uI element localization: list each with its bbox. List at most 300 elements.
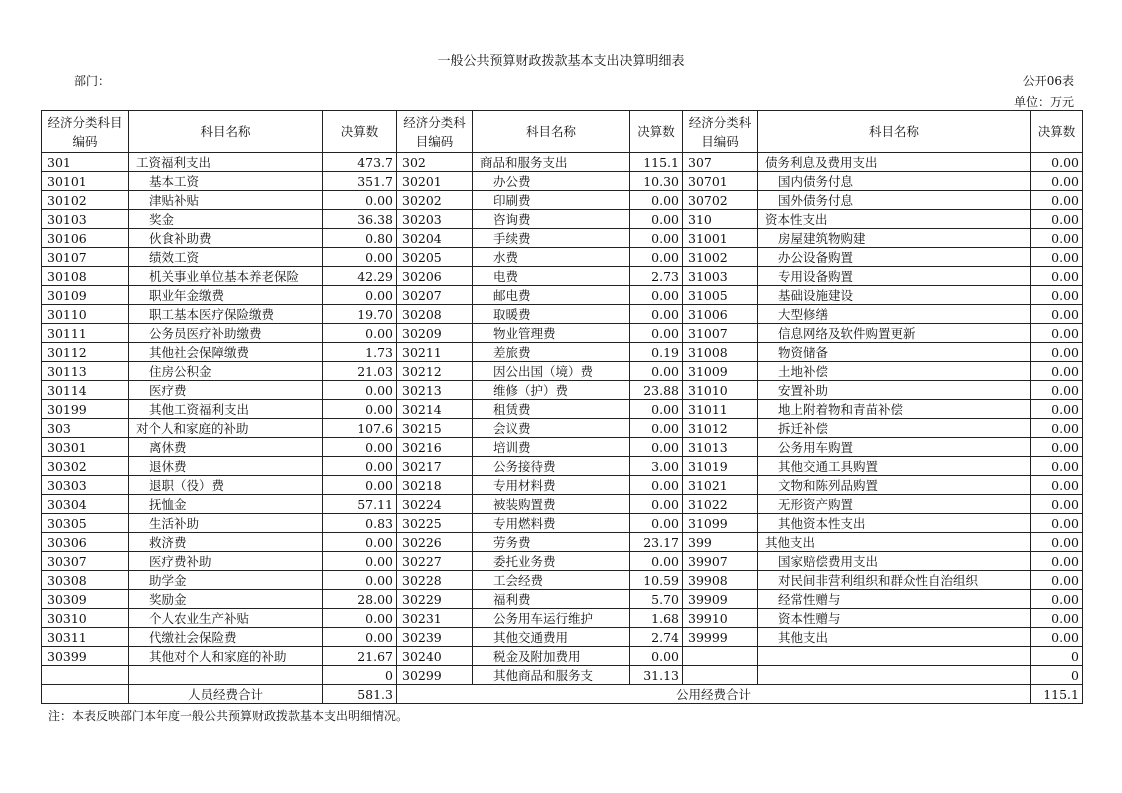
amount-cell-1: 107.6 [323, 419, 397, 438]
col-header-name-1: 科目名称 [129, 111, 323, 153]
amount-cell-2: 0.00 [630, 191, 683, 210]
amount-cell-1: 28.00 [323, 590, 397, 609]
code-cell-3: 30702 [683, 191, 758, 210]
name-cell-3: 国家赔偿费用支出 [758, 552, 1031, 571]
amount-cell-2: 23.17 [630, 533, 683, 552]
code-cell-1: 30302 [42, 457, 129, 476]
code-cell-2: 30224 [397, 495, 473, 514]
table-body [42, 153, 1083, 685]
name-cell-3: 资本性赠与 [758, 609, 1031, 628]
table-row [42, 248, 1083, 267]
table-row [42, 210, 1083, 229]
name-cell-1: 奖金 [129, 210, 323, 229]
name-cell-1: 医疗费补助 [129, 552, 323, 571]
code-cell-1: 30310 [42, 609, 129, 628]
amount-cell-1: 0.80 [323, 229, 397, 248]
name-cell-1: 职工基本医疗保险缴费 [129, 305, 323, 324]
code-cell-1: 30303 [42, 476, 129, 495]
name-cell-1: 对个人和家庭的补助 [129, 419, 323, 438]
amount-cell-2: 5.70 [630, 590, 683, 609]
col-header-code-2: 经济分类科目编码 [397, 111, 473, 153]
code-cell-2: 30209 [397, 324, 473, 343]
personnel-total-value: 581.3 [323, 685, 397, 704]
name-cell-3: 大型修缮 [758, 305, 1031, 324]
name-cell-3: 其他资本性支出 [758, 514, 1031, 533]
amount-cell-1: 0.83 [323, 514, 397, 533]
name-cell-3: 土地补偿 [758, 362, 1031, 381]
table-row [42, 552, 1083, 571]
name-cell-1: 津贴补贴 [129, 191, 323, 210]
amount-cell-1: 0.00 [323, 609, 397, 628]
code-cell-1: 30306 [42, 533, 129, 552]
col-header-amount-1: 决算数 [323, 111, 397, 153]
name-cell-1: 住房公积金 [129, 362, 323, 381]
table-row [42, 514, 1083, 533]
name-cell-3: 房屋建筑物购建 [758, 229, 1031, 248]
table-row [42, 666, 1083, 685]
name-cell-3: 经常性赠与 [758, 590, 1031, 609]
name-cell-3: 债务利息及费用支出 [758, 153, 1031, 172]
amount-cell-3: 0.00 [1031, 229, 1083, 248]
amount-cell-3: 0 [1031, 666, 1083, 685]
code-cell-2: 30299 [397, 666, 473, 685]
name-cell-2: 因公出国（境）费 [473, 362, 630, 381]
code-cell-3: 39999 [683, 628, 758, 647]
code-cell-3: 31008 [683, 343, 758, 362]
code-cell-1: 30304 [42, 495, 129, 514]
name-cell-1: 其他对个人和家庭的补助 [129, 647, 323, 666]
table-row [42, 609, 1083, 628]
name-cell-3: 国内债务付息 [758, 172, 1031, 191]
code-cell-2: 30229 [397, 590, 473, 609]
amount-cell-2: 0.00 [630, 400, 683, 419]
code-cell-1: 30301 [42, 438, 129, 457]
amount-cell-2: 10.30 [630, 172, 683, 191]
code-cell-1: 30106 [42, 229, 129, 248]
col-header-amount-3: 决算数 [1031, 111, 1083, 153]
table-row [42, 153, 1083, 172]
name-cell-1: 绩效工资 [129, 248, 323, 267]
table-row [42, 590, 1083, 609]
code-cell-2: 30213 [397, 381, 473, 400]
name-cell-3: 地上附着物和青苗补偿 [758, 400, 1031, 419]
code-cell-2: 30205 [397, 248, 473, 267]
amount-cell-3: 0.00 [1031, 381, 1083, 400]
code-cell-1: 30311 [42, 628, 129, 647]
amount-cell-2: 0.00 [630, 229, 683, 248]
amount-cell-3: 0.00 [1031, 248, 1083, 267]
name-cell-2: 培训费 [473, 438, 630, 457]
code-cell-3: 31006 [683, 305, 758, 324]
code-cell-2: 30215 [397, 419, 473, 438]
code-cell-3: 31005 [683, 286, 758, 305]
name-cell-1: 机关事业单位基本养老保险 [129, 267, 323, 286]
public-total-label: 公用经费合计 [397, 685, 1031, 704]
code-cell-1: 30111 [42, 324, 129, 343]
name-cell-2: 物业管理费 [473, 324, 630, 343]
name-cell-1: 其他工资福利支出 [129, 400, 323, 419]
code-cell-2: 30225 [397, 514, 473, 533]
code-cell-3: 31012 [683, 419, 758, 438]
code-cell-2: 30216 [397, 438, 473, 457]
code-cell-3: 31002 [683, 248, 758, 267]
table-row [42, 495, 1083, 514]
amount-cell-2: 0.00 [630, 305, 683, 324]
amount-cell-2: 0.00 [630, 286, 683, 305]
code-cell-3: 31013 [683, 438, 758, 457]
name-cell-2: 邮电费 [473, 286, 630, 305]
amount-cell-2: 0.00 [630, 210, 683, 229]
table-row [42, 571, 1083, 590]
amount-cell-3: 0.00 [1031, 324, 1083, 343]
name-cell-2: 水费 [473, 248, 630, 267]
name-cell-2: 专用燃料费 [473, 514, 630, 533]
table-row [42, 457, 1083, 476]
code-cell-2: 30211 [397, 343, 473, 362]
code-cell-1: 30102 [42, 191, 129, 210]
name-cell-2: 租赁费 [473, 400, 630, 419]
amount-cell-1: 0.00 [323, 457, 397, 476]
name-cell-1: 离休费 [129, 438, 323, 457]
name-cell-1: 退职（役）费 [129, 476, 323, 495]
amount-cell-1: 0.00 [323, 381, 397, 400]
table-row [42, 286, 1083, 305]
code-cell-2: 30228 [397, 571, 473, 590]
name-cell-2: 公务接待费 [473, 457, 630, 476]
code-cell-2: 30208 [397, 305, 473, 324]
amount-cell-3: 0.00 [1031, 286, 1083, 305]
code-cell-2: 30204 [397, 229, 473, 248]
code-cell-1: 303 [42, 419, 129, 438]
amount-cell-1: 0.00 [323, 628, 397, 647]
amount-cell-2: 3.00 [630, 457, 683, 476]
amount-cell-1: 0 [323, 666, 397, 685]
name-cell-3: 专用设备购置 [758, 267, 1031, 286]
code-cell-3: 31011 [683, 400, 758, 419]
code-cell-3: 31003 [683, 267, 758, 286]
code-cell-2: 30202 [397, 191, 473, 210]
amount-cell-3: 0.00 [1031, 476, 1083, 495]
name-cell-3: 其他交通工具购置 [758, 457, 1031, 476]
name-cell-3: 其他支出 [758, 533, 1031, 552]
amount-cell-2: 31.13 [630, 666, 683, 685]
amount-cell-1: 0.00 [323, 533, 397, 552]
col-header-code-1: 经济分类科目编码 [42, 111, 129, 153]
code-cell-3: 39909 [683, 590, 758, 609]
expenditure-table [41, 110, 1083, 704]
amount-cell-3: 0.00 [1031, 172, 1083, 191]
code-cell-3: 30701 [683, 172, 758, 191]
page-title: 一般公共预算财政拨款基本支出决算明细表 [437, 54, 685, 69]
amount-cell-2: 0.00 [630, 647, 683, 666]
amount-cell-3: 0.00 [1031, 267, 1083, 286]
code-cell-3: 31010 [683, 381, 758, 400]
code-cell-1: 30108 [42, 267, 129, 286]
code-cell-2: 30231 [397, 609, 473, 628]
amount-cell-3: 0.00 [1031, 191, 1083, 210]
amount-cell-2: 0.00 [630, 476, 683, 495]
code-cell-2: 302 [397, 153, 473, 172]
name-cell-2: 税金及附加费用 [473, 647, 630, 666]
name-cell-1: 伙食补助费 [129, 229, 323, 248]
name-cell-1: 奖励金 [129, 590, 323, 609]
code-cell-1: 30399 [42, 647, 129, 666]
name-cell-2: 其他商品和服务支 [473, 666, 630, 685]
amount-cell-1: 1.73 [323, 343, 397, 362]
name-cell-1: 救济费 [129, 533, 323, 552]
amount-cell-2: 23.88 [630, 381, 683, 400]
col-header-amount-2: 决算数 [630, 111, 683, 153]
code-cell-3: 31099 [683, 514, 758, 533]
name-cell-1: 其他社会保障缴费 [129, 343, 323, 362]
amount-cell-3: 0.00 [1031, 457, 1083, 476]
amount-cell-2: 0.00 [630, 362, 683, 381]
name-cell-1: 退休费 [129, 457, 323, 476]
name-cell-1: 生活补助 [129, 514, 323, 533]
name-cell-1: 代缴社会保险费 [129, 628, 323, 647]
amount-cell-2: 0.00 [630, 248, 683, 267]
amount-cell-1: 36.38 [323, 210, 397, 229]
amount-cell-2: 1.68 [630, 609, 683, 628]
name-cell-2: 专用材料费 [473, 476, 630, 495]
name-cell-1: 医疗费 [129, 381, 323, 400]
amount-cell-2: 10.59 [630, 571, 683, 590]
name-cell-2: 咨询费 [473, 210, 630, 229]
code-cell-1 [42, 666, 129, 685]
amount-cell-3: 0.00 [1031, 533, 1083, 552]
code-cell-1: 30112 [42, 343, 129, 362]
name-cell-2: 其他交通费用 [473, 628, 630, 647]
name-cell-2: 被装购置费 [473, 495, 630, 514]
name-cell-2: 公务用车运行维护 [473, 609, 630, 628]
table-row [42, 172, 1083, 191]
amount-cell-1: 57.11 [323, 495, 397, 514]
amount-cell-2: 0.00 [630, 438, 683, 457]
table-code: 公开06表 [1022, 74, 1074, 88]
table-row [42, 324, 1083, 343]
footnote: 注：本表反映部门本年度一般公共预算财政拨款基本支出明细情况。 [48, 709, 409, 723]
code-cell-2: 30201 [397, 172, 473, 191]
name-cell-3: 资本性支出 [758, 210, 1031, 229]
amount-cell-1: 0.00 [323, 438, 397, 457]
name-cell-2: 电费 [473, 267, 630, 286]
code-cell-1: 30114 [42, 381, 129, 400]
amount-cell-2: 0.00 [630, 419, 683, 438]
amount-cell-3: 0.00 [1031, 153, 1083, 172]
name-cell-3: 无形资产购置 [758, 495, 1031, 514]
code-cell-3: 39910 [683, 609, 758, 628]
amount-cell-2: 2.74 [630, 628, 683, 647]
code-cell-1: 30199 [42, 400, 129, 419]
code-cell-1: 30107 [42, 248, 129, 267]
amount-cell-3: 0.00 [1031, 362, 1083, 381]
code-cell-1: 30305 [42, 514, 129, 533]
name-cell-1: 助学金 [129, 571, 323, 590]
table-row [42, 381, 1083, 400]
amount-cell-3: 0.00 [1031, 571, 1083, 590]
name-cell-1: 公务员医疗补助缴费 [129, 324, 323, 343]
table-row [42, 533, 1083, 552]
amount-cell-2: 2.73 [630, 267, 683, 286]
code-cell-2: 30207 [397, 286, 473, 305]
code-cell-2: 30214 [397, 400, 473, 419]
name-cell-1: 职业年金缴费 [129, 286, 323, 305]
amount-cell-3: 0.00 [1031, 343, 1083, 362]
code-cell-2: 30218 [397, 476, 473, 495]
code-cell-3: 31001 [683, 229, 758, 248]
name-cell-1 [129, 666, 323, 685]
amount-cell-2: 0.00 [630, 495, 683, 514]
amount-cell-1: 21.67 [323, 647, 397, 666]
name-cell-3 [758, 647, 1031, 666]
name-cell-2: 差旅费 [473, 343, 630, 362]
code-cell-3: 310 [683, 210, 758, 229]
amount-cell-3: 0.00 [1031, 400, 1083, 419]
amount-cell-1: 0.00 [323, 248, 397, 267]
code-cell-1: 30109 [42, 286, 129, 305]
amount-cell-3: 0.00 [1031, 628, 1083, 647]
department-label: 部门： [74, 74, 111, 88]
name-cell-3: 物资储备 [758, 343, 1031, 362]
table-row [42, 419, 1083, 438]
amount-cell-3: 0.00 [1031, 609, 1083, 628]
amount-cell-1: 19.70 [323, 305, 397, 324]
code-cell-2: 30212 [397, 362, 473, 381]
amount-cell-3: 0.00 [1031, 495, 1083, 514]
col-header-name-3: 科目名称 [758, 111, 1031, 153]
table-row [42, 438, 1083, 457]
totals-spacer [42, 685, 129, 704]
name-cell-3: 文物和陈列品购置 [758, 476, 1031, 495]
amount-cell-3: 0 [1031, 647, 1083, 666]
name-cell-3: 其他支出 [758, 628, 1031, 647]
name-cell-1: 工资福利支出 [129, 153, 323, 172]
col-header-code-3: 经济分类科目编码 [683, 111, 758, 153]
code-cell-1: 301 [42, 153, 129, 172]
name-cell-1: 基本工资 [129, 172, 323, 191]
name-cell-1: 个人农业生产补贴 [129, 609, 323, 628]
name-cell-1: 抚恤金 [129, 495, 323, 514]
name-cell-2: 福利费 [473, 590, 630, 609]
amount-cell-3: 0.00 [1031, 438, 1083, 457]
code-cell-3: 31007 [683, 324, 758, 343]
name-cell-3: 拆迁补偿 [758, 419, 1031, 438]
table-row [42, 191, 1083, 210]
code-cell-3: 31009 [683, 362, 758, 381]
name-cell-3: 信息网络及软件购置更新 [758, 324, 1031, 343]
amount-cell-3: 0.00 [1031, 305, 1083, 324]
amount-cell-1: 473.7 [323, 153, 397, 172]
personnel-total-label: 人员经费合计 [129, 685, 323, 704]
name-cell-2: 劳务费 [473, 533, 630, 552]
public-total-value: 115.1 [1031, 685, 1083, 704]
amount-cell-1: 0.00 [323, 476, 397, 495]
name-cell-2: 商品和服务支出 [473, 153, 630, 172]
amount-cell-1: 0.00 [323, 191, 397, 210]
amount-cell-1: 0.00 [323, 571, 397, 590]
name-cell-3: 公务用车购置 [758, 438, 1031, 457]
amount-cell-2: 0.00 [630, 514, 683, 533]
totals-row [42, 685, 1083, 704]
code-cell-1: 30110 [42, 305, 129, 324]
name-cell-3 [758, 666, 1031, 685]
code-cell-1: 30103 [42, 210, 129, 229]
unit-label: 单位：万元 [1013, 95, 1074, 109]
code-cell-3: 39907 [683, 552, 758, 571]
amount-cell-3: 0.00 [1031, 210, 1083, 229]
name-cell-3: 对民间非营利组织和群众性自治组织 [758, 571, 1031, 590]
code-cell-3: 31019 [683, 457, 758, 476]
table-row [42, 647, 1083, 666]
table-row [42, 267, 1083, 286]
code-cell-3: 31022 [683, 495, 758, 514]
name-cell-2: 委托业务费 [473, 552, 630, 571]
name-cell-2: 取暖费 [473, 305, 630, 324]
amount-cell-1: 0.00 [323, 400, 397, 419]
code-cell-3 [683, 647, 758, 666]
code-cell-3 [683, 666, 758, 685]
name-cell-3: 基础设施建设 [758, 286, 1031, 305]
name-cell-2: 印刷费 [473, 191, 630, 210]
table-row [42, 343, 1083, 362]
amount-cell-3: 0.00 [1031, 419, 1083, 438]
code-cell-1: 30309 [42, 590, 129, 609]
amount-cell-2: 0.00 [630, 552, 683, 571]
table-header-row [42, 111, 1083, 153]
code-cell-3: 31021 [683, 476, 758, 495]
code-cell-2: 30226 [397, 533, 473, 552]
code-cell-1: 30307 [42, 552, 129, 571]
table-row [42, 476, 1083, 495]
code-cell-1: 30113 [42, 362, 129, 381]
name-cell-3: 安置补助 [758, 381, 1031, 400]
table-row [42, 628, 1083, 647]
code-cell-3: 399 [683, 533, 758, 552]
table-row [42, 229, 1083, 248]
amount-cell-2: 115.1 [630, 153, 683, 172]
name-cell-2: 办公费 [473, 172, 630, 191]
code-cell-2: 30240 [397, 647, 473, 666]
table-row [42, 305, 1083, 324]
code-cell-2: 30217 [397, 457, 473, 476]
code-cell-2: 30203 [397, 210, 473, 229]
code-cell-1: 30101 [42, 172, 129, 191]
amount-cell-3: 0.00 [1031, 552, 1083, 571]
code-cell-2: 30239 [397, 628, 473, 647]
name-cell-3: 办公设备购置 [758, 248, 1031, 267]
name-cell-2: 工会经费 [473, 571, 630, 590]
amount-cell-1: 42.29 [323, 267, 397, 286]
amount-cell-2: 0.19 [630, 343, 683, 362]
amount-cell-3: 0.00 [1031, 590, 1083, 609]
col-header-name-2: 科目名称 [473, 111, 630, 153]
code-cell-3: 39908 [683, 571, 758, 590]
amount-cell-1: 0.00 [323, 552, 397, 571]
amount-cell-2: 0.00 [630, 324, 683, 343]
code-cell-2: 30227 [397, 552, 473, 571]
amount-cell-1: 0.00 [323, 324, 397, 343]
amount-cell-1: 0.00 [323, 286, 397, 305]
name-cell-2: 手续费 [473, 229, 630, 248]
amount-cell-1: 21.03 [323, 362, 397, 381]
code-cell-1: 30308 [42, 571, 129, 590]
code-cell-3: 307 [683, 153, 758, 172]
amount-cell-1: 351.7 [323, 172, 397, 191]
name-cell-3: 国外债务付息 [758, 191, 1031, 210]
name-cell-2: 维修（护）费 [473, 381, 630, 400]
name-cell-2: 会议费 [473, 419, 630, 438]
table-row [42, 400, 1083, 419]
